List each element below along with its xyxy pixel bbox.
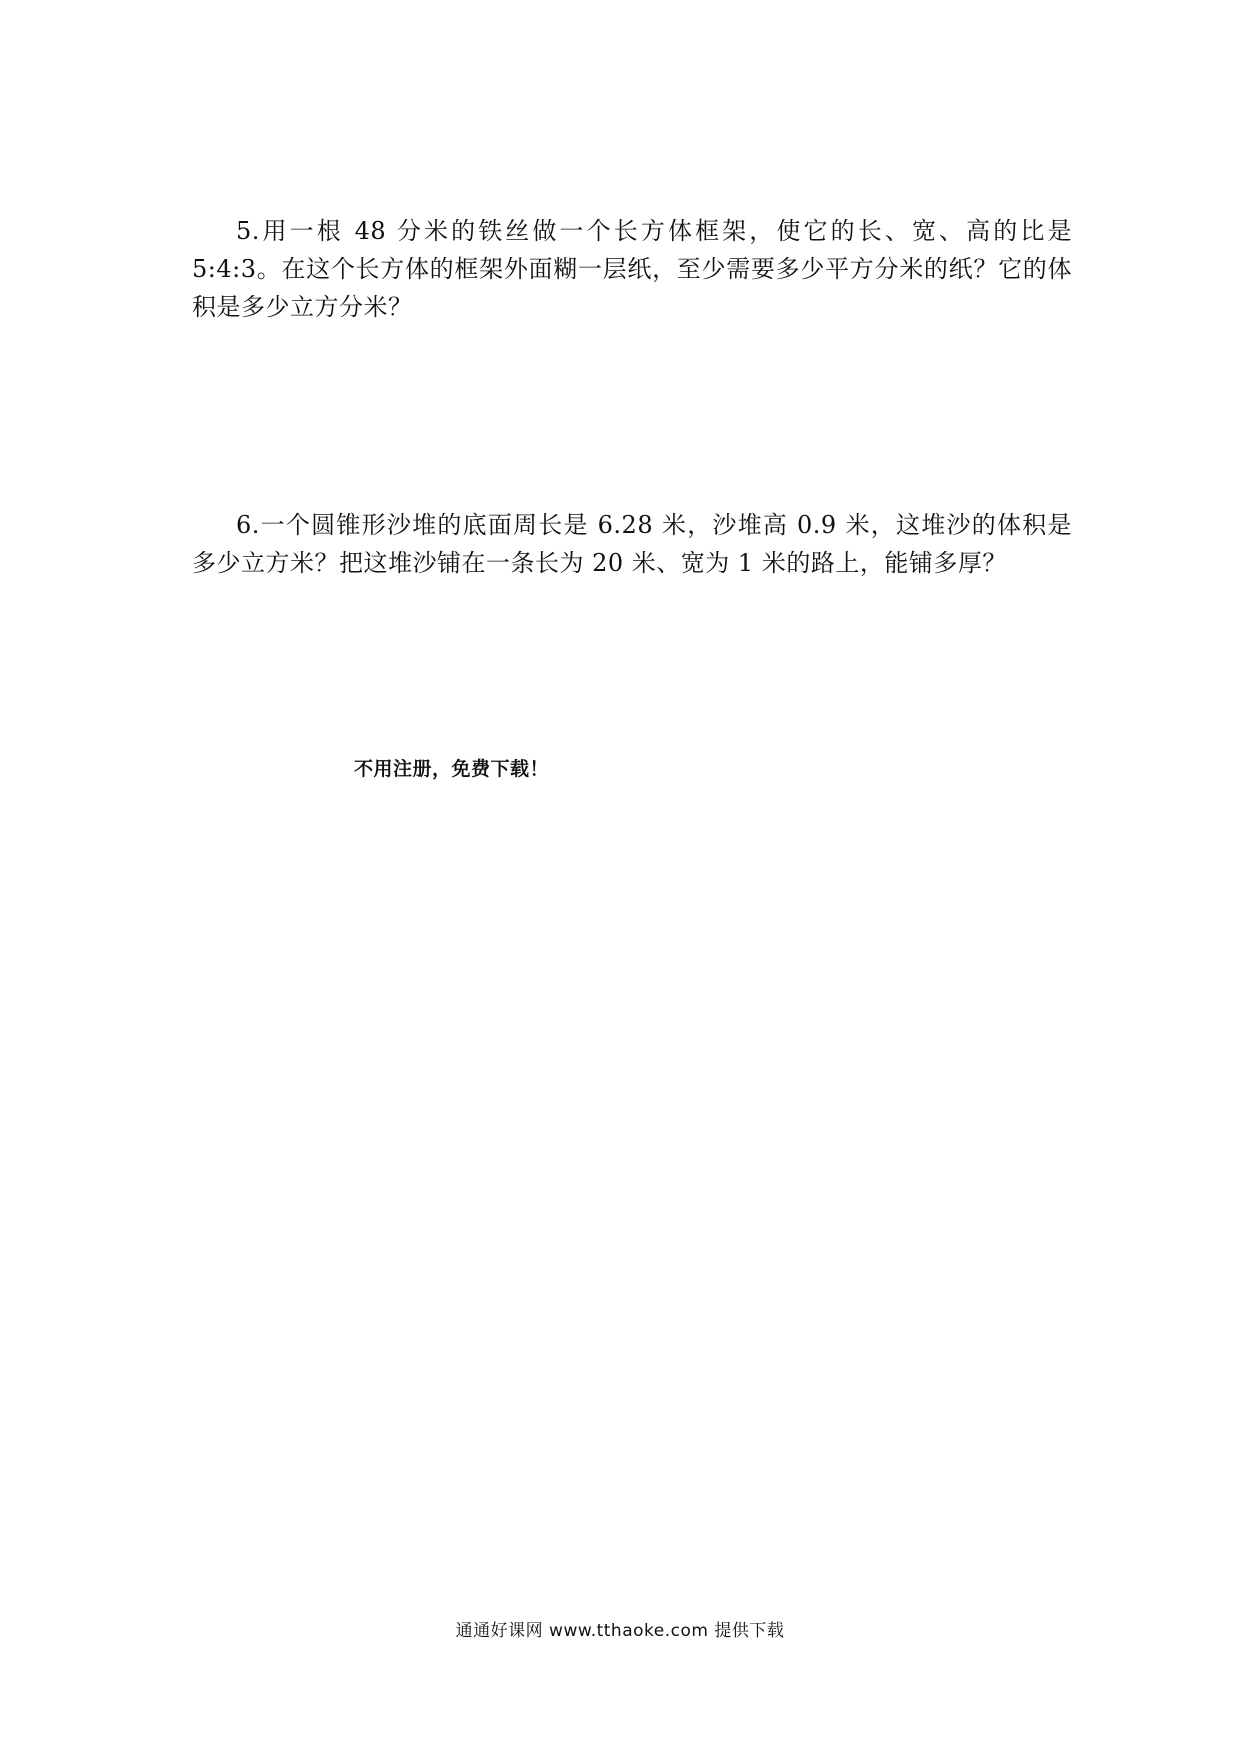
problem-6 — [192, 506, 1072, 582]
download-notice: 不用注册，免费下载！ — [354, 758, 550, 780]
page-footer: 通通好课网 www.tthaoke.com 提供下载 — [455, 1621, 785, 1641]
problem-number: 6. — [236, 511, 260, 539]
problem-5 — [192, 212, 1072, 326]
problem-text: 用一根 48 分米的铁丝做一个长方体框架，使它的长、宽、高的比是 5:4:3。在这个长方体的框架外面糊一层纸，至少需要多少平方分米的纸？它的体积是多少立方分米？ — [192, 217, 1072, 321]
problem-number: 5. — [236, 217, 260, 245]
problem-text: 一个圆锥形沙堆的底面周长是 6.28 米，沙堆高 0.9 米，这堆沙的体积是多少立方米？把这堆沙铺在一条长为 20 米、宽为 1 米的路上，能铺多厚？ — [192, 511, 1072, 577]
